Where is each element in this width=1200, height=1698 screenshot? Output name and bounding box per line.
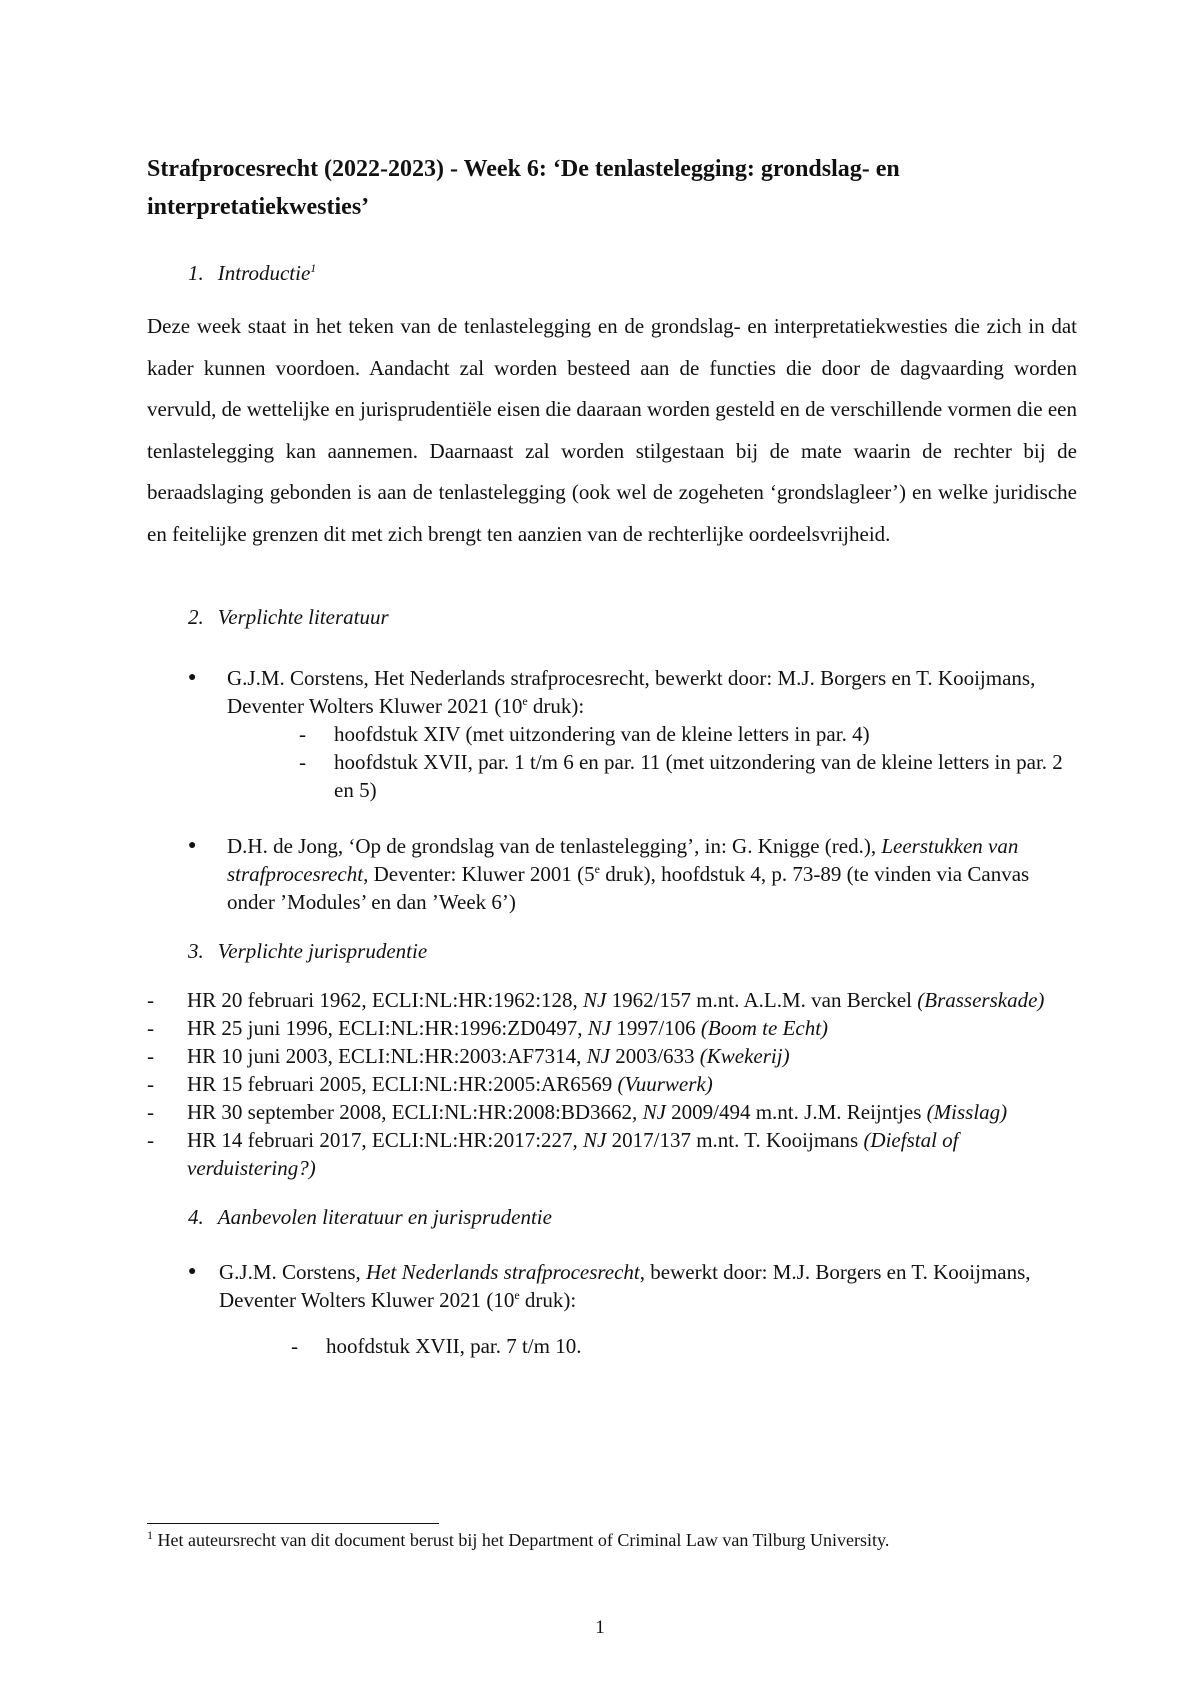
- section-heading-aanbevolen: [147, 1202, 1077, 1232]
- sub-list-item: - hoofdstuk XVII, par. 7 t/m 10.: [291, 1332, 1077, 1360]
- section-number: 4.: [188, 1204, 204, 1229]
- sub-list: [219, 1332, 1077, 1360]
- sub-list-item: - hoofdstuk XIV (met uitzondering van de kleine letters in par. 4): [299, 720, 1077, 748]
- intro-paragraph: Deze week staat in het teken van de tenlastelegging en de grondslag- en interpretatiekwesties die zich in dat kader kunnen voordoen. Aandacht zal worden besteed aan de functies die door de dagvaarding worden vervuld, de wettelijke en jurisprudentiële eisen die daaraan worden gesteld en de verschillende vormen die een tenlastelegging kan aannemen. Daarnaast zal worden stilgestaan bij de mate waarin de rechter bij de beraadslaging gebonden is aan de tenlastelegging (ook wel de zogeheten ‘grondslagleer’) en welke juridische en feitelijke grenzen dit met zich brengt ten aanzien van de rechterlijke oordeelsvrijheid.: [147, 314, 1077, 546]
- case-item: - HR 10 juni 2003, ECLI:NL:HR:2003:AF7314, NJ 2003/633 (Kwekerij): [147, 1042, 1077, 1070]
- footnote: [147, 1528, 889, 1552]
- section-title: Aanbevolen literatuur en jurisprudentie: [217, 1204, 552, 1229]
- list-item: ● G.J.M. Corstens, Het Nederlands strafprocesrecht, bewerkt door: M.J. Borgers en T. Kooijmans, Deventer Wolters Kluwer 2021 (10e druk): - hoofdstuk XVII, par. 7 t/m 10.: [147, 1258, 1077, 1360]
- section-heading-introductie: [147, 258, 1077, 288]
- section-title: Verplichte literatuur: [217, 604, 389, 629]
- recommended-list: [147, 1258, 1077, 1360]
- section-title: Verplichte jurisprudentie: [217, 938, 428, 963]
- footnote-text: Het auteursrecht van dit document berust bij het Department of Criminal Law van Tilburg University.: [153, 1530, 890, 1550]
- section-title: Introductie$^1$: [217, 261, 317, 285]
- case-item: - HR 14 februari 2017, ECLI:NL:HR:2017:227, NJ 2017/137 m.nt. T. Kooijmans (Diefstal of verduistering?): [147, 1126, 1077, 1182]
- footnote-ref: 1: [310, 261, 317, 275]
- section-heading-verplichte-jurisprudentie: [147, 936, 1077, 966]
- section-number: 3.: [188, 938, 204, 963]
- jurisprudence-list: [147, 986, 1077, 1182]
- sub-list: [227, 720, 1077, 804]
- page-number: 1: [595, 1617, 605, 1638]
- footnote-divider: [147, 1523, 439, 1524]
- section-heading-verplichte-literatuur: [147, 602, 1077, 632]
- sub-list-item: - hoofdstuk XVII, par. 1 t/m 6 en par. 11 (met uitzondering van de kleine letters in par. 2 en 5): [299, 748, 1077, 804]
- document-title: Strafprocesrecht (2022-2023) - Week 6: ‘De tenlastelegging: grondslag- en interpretatiekwesties’: [147, 156, 900, 220]
- literature-list: [147, 664, 1077, 916]
- case-item: - HR 25 juni 1996, ECLI:NL:HR:1996:ZD0497, NJ 1997/106 (Boom te Echt): [147, 1014, 1077, 1042]
- section-number: 2.: [188, 604, 204, 629]
- footnote-number: 1: [147, 1528, 153, 1542]
- page-content: [147, 150, 1077, 1360]
- case-item: - HR 20 februari 1962, ECLI:NL:HR:1962:128, NJ 1962/157 m.nt. A.L.M. van Berckel (Brasserskade): [147, 986, 1077, 1014]
- list-item: ● G.J.M. Corstens, Het Nederlands strafprocesrecht, bewerkt door: M.J. Borgers en T. Kooijmans, Deventer Wolters Kluwer 2021 (10e druk): - hoofdstuk XIV (met uitzondering van de kleine letters in par. 4) - hoofdstuk XVII, par. 1 t/m 6 en par. 11 (met uitzondering van de kleine letters in par. 2 en 5): [147, 664, 1077, 804]
- section-number: 1.: [188, 261, 204, 285]
- case-item: - HR 30 september 2008, ECLI:NL:HR:2008:BD3662, NJ 2009/494 m.nt. J.M. Reijntjes (Misslag): [147, 1098, 1077, 1126]
- case-item: - HR 15 februari 2005, ECLI:NL:HR:2005:AR6569 (Vuurwerk): [147, 1070, 1077, 1098]
- list-item: ● D.H. de Jong, ‘Op de grondslag van de tenlastelegging’, in: G. Knigge (red.), Leerstukken van strafprocesrecht, Deventer: Kluwer 2001 (5e druk), hoofdstuk 4, p. 73-89 (te vinden via Canvas onder ’Modules’ en dan ’Week 6’): [147, 832, 1077, 916]
